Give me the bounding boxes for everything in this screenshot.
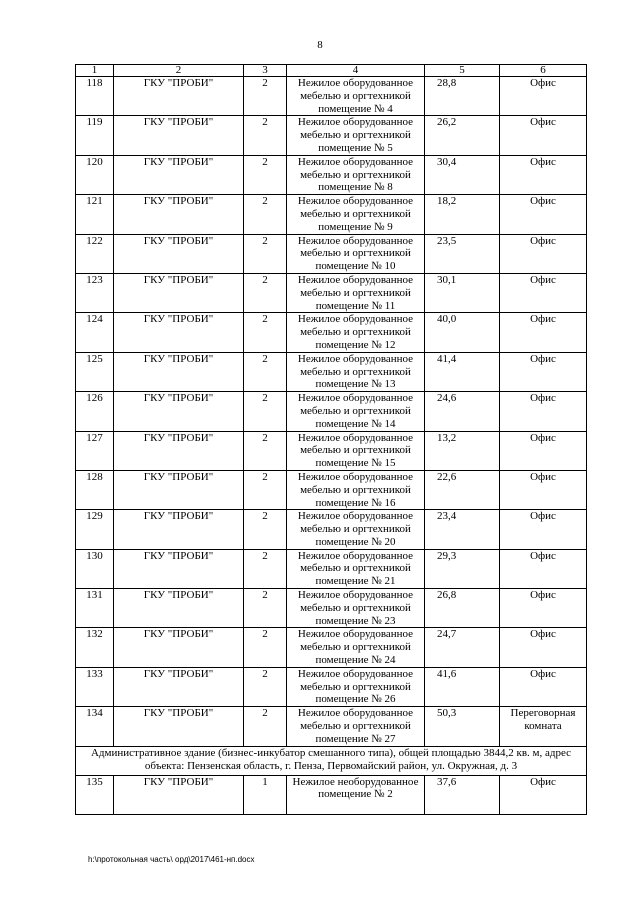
section-heading-row [76,746,587,775]
column-header: 4 [287,65,425,77]
organization-cell: ГКУ "ПРОБИ" [114,155,244,194]
premises-description-cell: Нежилое оборудованное мебелью и оргтехникой помещение № 15 [287,431,425,470]
area-cell: 41,4 [425,352,500,391]
table-row [76,116,587,155]
purpose-cell: Офис [500,116,587,155]
organization-cell: ГКУ "ПРОБИ" [114,628,244,667]
row-number-cell: 130 [76,549,114,588]
row-number-cell: 122 [76,234,114,273]
organization-cell: ГКУ "ПРОБИ" [114,273,244,312]
area-cell: 30,4 [425,155,500,194]
page-number: 8 [317,39,323,51]
organization-cell: ГКУ "ПРОБИ" [114,234,244,273]
table-row [76,549,587,588]
area-cell: 28,8 [425,77,500,116]
premises-description-cell: Нежилое оборудованное мебелью и оргтехникой помещение № 5 [287,116,425,155]
purpose-cell: Офис [500,470,587,509]
floor-cell: 1 [244,775,287,814]
floor-cell: 2 [244,470,287,509]
table-row [76,667,587,706]
floor-cell: 2 [244,234,287,273]
purpose-cell: Офис [500,589,587,628]
purpose-cell: Офис [500,273,587,312]
floor-cell: 2 [244,77,287,116]
premises-description-cell: Нежилое оборудованное мебелью и оргтехникой помещение № 9 [287,195,425,234]
table-row [76,352,587,391]
column-header: 6 [500,65,587,77]
purpose-cell: Офис [500,510,587,549]
area-cell: 26,2 [425,116,500,155]
purpose-cell: Офис [500,667,587,706]
purpose-cell: Офис [500,775,587,814]
area-cell: 26,8 [425,589,500,628]
table-row [76,77,587,116]
row-number-cell: 123 [76,273,114,312]
organization-cell: ГКУ "ПРОБИ" [114,549,244,588]
column-header-row [76,65,587,77]
area-cell: 22,6 [425,470,500,509]
premises-description-cell: Нежилое оборудованное мебелью и оргтехникой помещение № 21 [287,549,425,588]
area-cell: 24,7 [425,628,500,667]
file-path-footer: h:\протокольная часть\ орд\2017\461-нп.docx [88,855,255,864]
organization-cell: ГКУ "ПРОБИ" [114,116,244,155]
table-row [76,628,587,667]
floor-cell: 2 [244,195,287,234]
premises-description-cell: Нежилое оборудованное мебелью и оргтехникой помещение № 11 [287,273,425,312]
table-row [76,589,587,628]
floor-cell: 2 [244,510,287,549]
premises-description-cell: Нежилое оборудованное мебелью и оргтехникой помещение № 26 [287,667,425,706]
premises-description-cell: Нежилое оборудованное мебелью и оргтехникой помещение № 20 [287,510,425,549]
organization-cell: ГКУ "ПРОБИ" [114,352,244,391]
purpose-cell: Офис [500,77,587,116]
row-number-cell: 124 [76,313,114,352]
premises-description-cell: Нежилое оборудованное мебелью и оргтехникой помещение № 14 [287,392,425,431]
area-cell: 50,3 [425,707,500,746]
area-cell: 23,4 [425,510,500,549]
row-number-cell: 129 [76,510,114,549]
floor-cell: 2 [244,352,287,391]
organization-cell: ГКУ "ПРОБИ" [114,510,244,549]
premises-description-cell: Нежилое оборудованное мебелью и оргтехникой помещение № 16 [287,470,425,509]
row-number-cell: 133 [76,667,114,706]
premises-description-cell: Нежилое оборудованное мебелью и оргтехникой помещение № 13 [287,352,425,391]
row-number-cell: 119 [76,116,114,155]
floor-cell: 2 [244,155,287,194]
purpose-cell: Офис [500,155,587,194]
premises-description-cell: Нежилое оборудованное мебелью и оргтехникой помещение № 8 [287,155,425,194]
table-row [76,195,587,234]
purpose-cell: Офис [500,352,587,391]
purpose-cell: Офис [500,195,587,234]
table-row [76,470,587,509]
organization-cell: ГКУ "ПРОБИ" [114,77,244,116]
floor-cell: 2 [244,392,287,431]
organization-cell: ГКУ "ПРОБИ" [114,775,244,814]
premises-description-cell: Нежилое оборудованное мебелью и оргтехникой помещение № 27 [287,707,425,746]
floor-cell: 2 [244,667,287,706]
premises-description-cell: Нежилое необорудованное помещение № 2 [287,775,425,814]
area-cell: 18,2 [425,195,500,234]
premises-description-cell: Нежилое оборудованное мебелью и оргтехникой помещение № 24 [287,628,425,667]
floor-cell: 2 [244,116,287,155]
row-number-cell: 131 [76,589,114,628]
row-number-cell: 125 [76,352,114,391]
table-row [76,775,587,814]
floor-cell: 2 [244,431,287,470]
organization-cell: ГКУ "ПРОБИ" [114,431,244,470]
column-header: 1 [76,65,114,77]
area-cell: 29,3 [425,549,500,588]
purpose-cell: Офис [500,313,587,352]
purpose-cell: Офис [500,628,587,667]
table-row [76,707,587,746]
purpose-cell: Офис [500,549,587,588]
row-number-cell: 118 [76,77,114,116]
table-row [76,431,587,470]
row-number-cell: 134 [76,707,114,746]
premises-description-cell: Нежилое оборудованное мебелью и оргтехникой помещение № 23 [287,589,425,628]
floor-cell: 2 [244,313,287,352]
table-row [76,392,587,431]
area-cell: 40,0 [425,313,500,352]
premises-description-cell: Нежилое оборудованное мебелью и оргтехникой помещение № 4 [287,77,425,116]
table-row [76,155,587,194]
area-cell: 13,2 [425,431,500,470]
row-number-cell: 132 [76,628,114,667]
column-header: 2 [114,65,244,77]
area-cell: 30,1 [425,273,500,312]
organization-cell: ГКУ "ПРОБИ" [114,195,244,234]
row-number-cell: 121 [76,195,114,234]
floor-cell: 2 [244,549,287,588]
organization-cell: ГКУ "ПРОБИ" [114,589,244,628]
premises-description-cell: Нежилое оборудованное мебелью и оргтехникой помещение № 12 [287,313,425,352]
table-row [76,313,587,352]
floor-cell: 2 [244,707,287,746]
area-cell: 23,5 [425,234,500,273]
column-header: 5 [425,65,500,77]
organization-cell: ГКУ "ПРОБИ" [114,313,244,352]
section-heading: Административное здание (бизнес-инкубатор смешанного типа), общей площадью 3844,2 кв. м, адрес объекта: Пензенская область, г. Пенза, Первомайский район, ул. Окружная, д. 3 [76,746,587,775]
row-number-cell: 135 [76,775,114,814]
organization-cell: ГКУ "ПРОБИ" [114,392,244,431]
table-row [76,234,587,273]
purpose-cell: Офис [500,431,587,470]
organization-cell: ГКУ "ПРОБИ" [114,707,244,746]
area-cell: 24,6 [425,392,500,431]
table-row [76,510,587,549]
organization-cell: ГКУ "ПРОБИ" [114,667,244,706]
row-number-cell: 128 [76,470,114,509]
floor-cell: 2 [244,628,287,667]
floor-cell: 2 [244,273,287,312]
area-cell: 41,6 [425,667,500,706]
row-number-cell: 127 [76,431,114,470]
purpose-cell: Офис [500,392,587,431]
floor-cell: 2 [244,589,287,628]
premises-description-cell: Нежилое оборудованное мебелью и оргтехникой помещение № 10 [287,234,425,273]
purpose-cell: Офис [500,234,587,273]
organization-cell: ГКУ "ПРОБИ" [114,470,244,509]
row-number-cell: 120 [76,155,114,194]
table-row [76,273,587,312]
column-header: 3 [244,65,287,77]
property-table [75,64,587,815]
area-cell: 37,6 [425,775,500,814]
row-number-cell: 126 [76,392,114,431]
purpose-cell: Переговорная комната [500,707,587,746]
